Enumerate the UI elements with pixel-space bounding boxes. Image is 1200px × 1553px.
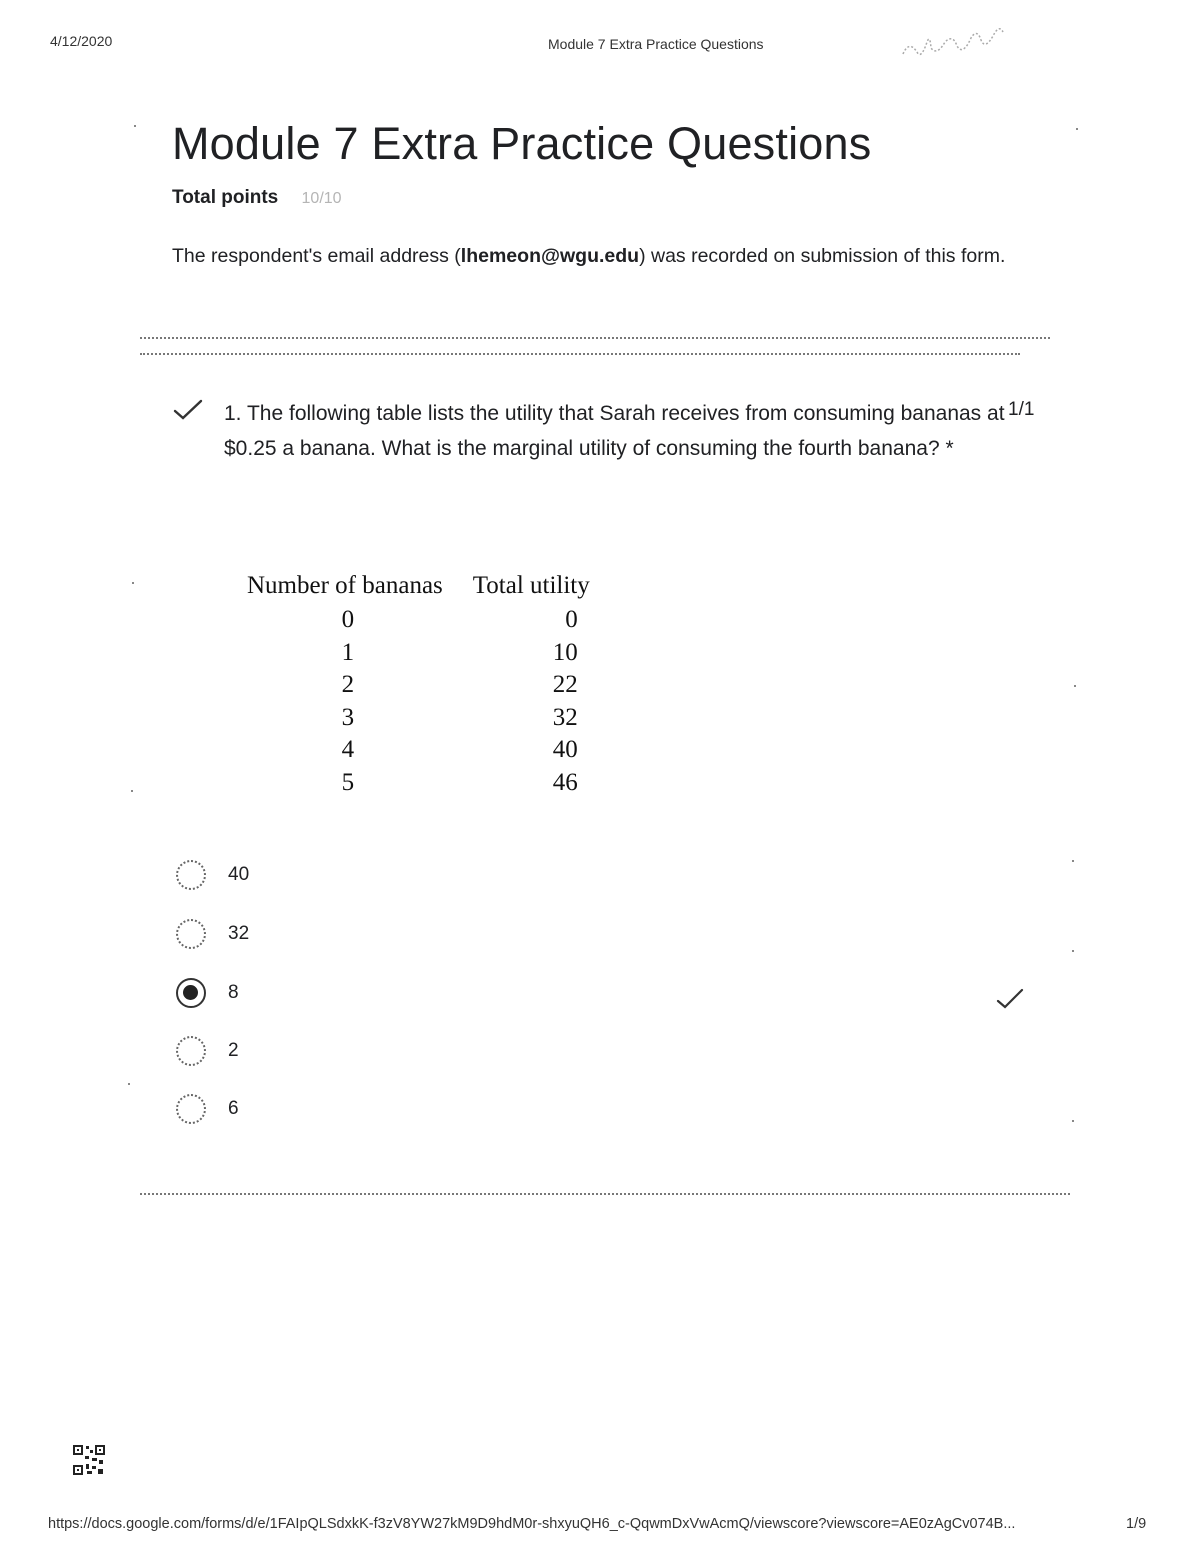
card-divider <box>140 337 1050 339</box>
utility-table <box>235 568 608 799</box>
print-header-title: Module 7 Extra Practice Questions <box>548 36 764 52</box>
table-cell: 3 <box>341 703 355 731</box>
print-date: 4/12/2020 <box>50 33 113 49</box>
table-cell: 0 <box>341 606 355 634</box>
scan-speck <box>1072 950 1074 952</box>
scan-speck <box>1072 1120 1074 1122</box>
answer-option[interactable] <box>176 858 249 892</box>
total-points-label: Total points <box>172 187 279 208</box>
scan-speck <box>1074 685 1076 687</box>
card-divider <box>140 353 1020 355</box>
radio-button[interactable] <box>176 1036 206 1066</box>
email-note-prefix: The respondent's email address ( <box>172 245 461 267</box>
table-cell: 0 <box>565 606 578 634</box>
checkmark-icon <box>172 396 204 424</box>
table-cell: 1 <box>341 638 355 666</box>
option-label: 40 <box>228 864 250 885</box>
answer-option[interactable] <box>176 1034 239 1068</box>
question-score: 1/1 <box>1008 399 1035 420</box>
table-header: Number of bananas <box>247 572 443 599</box>
radio-button[interactable] <box>176 860 206 890</box>
table-row <box>235 637 608 670</box>
table-cell: 46 <box>552 768 578 796</box>
table-cell: 2 <box>341 671 355 699</box>
scan-speck <box>1076 128 1078 130</box>
option-label: 2 <box>228 1040 239 1061</box>
option-label: 8 <box>228 982 239 1003</box>
table-cell: 22 <box>552 671 578 699</box>
answer-option-selected[interactable] <box>176 976 239 1010</box>
table-row <box>235 702 608 735</box>
form-title: Module 7 Extra Practice Questions <box>172 118 872 169</box>
table-cell: 10 <box>552 638 578 666</box>
table-cell: 4 <box>341 736 355 764</box>
qr-code-icon <box>72 1444 106 1476</box>
radio-button-selected[interactable] <box>176 978 206 1008</box>
card-divider <box>140 1193 1070 1195</box>
scan-speck <box>128 1083 130 1085</box>
correct-checkmark-icon <box>995 985 1025 1013</box>
table-row <box>235 734 608 767</box>
table-cell: 40 <box>552 736 578 764</box>
scan-speck <box>131 790 133 792</box>
answer-option[interactable] <box>176 1092 239 1126</box>
option-label: 32 <box>228 923 250 944</box>
scan-speck <box>134 125 136 127</box>
radio-button[interactable] <box>176 919 206 949</box>
print-footer-url: https://docs.google.com/forms/d/e/1FAIpQLSdxkK-f3zV8YW27kM9D9hdM0r-shxyuQH6_c-QqwmDxVwAcmQ/viewscore?viewscore=AE0zAgCv074B... <box>48 1516 1016 1532</box>
scan-speck <box>132 582 134 584</box>
email-note <box>172 243 1032 270</box>
table-cell: 5 <box>341 768 355 796</box>
email-note-suffix: ) was recorded on submission of this form. <box>639 245 1006 267</box>
table-header: Total utility <box>472 572 590 599</box>
table-row <box>235 604 608 637</box>
table-row <box>235 767 608 800</box>
total-points <box>172 187 342 209</box>
answer-option[interactable] <box>176 917 249 951</box>
scan-speck <box>1072 860 1074 862</box>
table-row <box>235 669 608 702</box>
option-label: 6 <box>228 1098 239 1119</box>
question-text: 1. The following table lists the utility that Sarah receives from consuming bananas at $0.25 a banana. What is the marginal utility of consuming the fourth banana? * <box>224 402 1005 460</box>
respondent-email: lhemeon@wgu.edu <box>460 245 640 267</box>
total-points-value: 10/10 <box>301 190 342 207</box>
handwritten-scribble <box>895 26 1015 66</box>
radio-button[interactable] <box>176 1094 206 1124</box>
table-cell: 32 <box>552 703 578 731</box>
print-page-number: 1/9 <box>1126 1516 1147 1532</box>
